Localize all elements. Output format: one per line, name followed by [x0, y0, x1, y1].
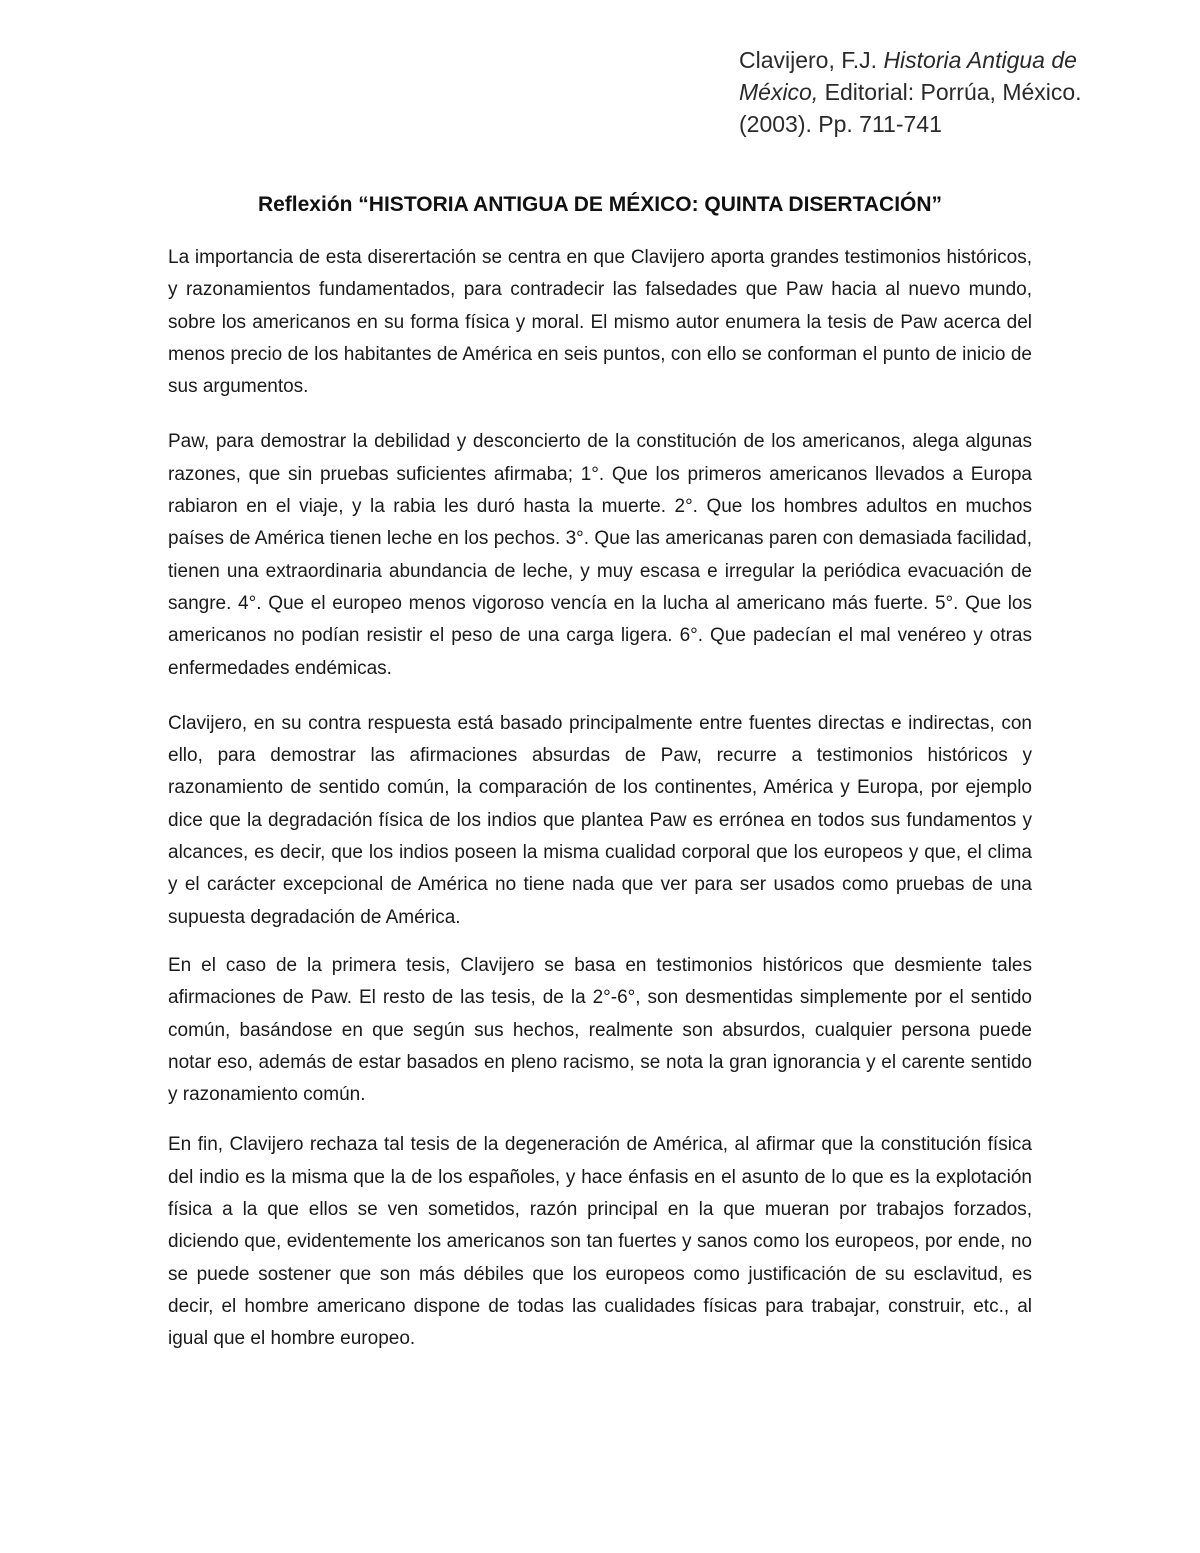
- citation-author: Clavijero, F.J.: [739, 47, 884, 73]
- paragraph-clavijero-response: Clavijero, en su contra respuesta está basado principalmente entre fuentes directas e indirectas, con ello, para demostrar las afirmaciones absurdas de Paw, recurre a testimonios históricos y razonamiento de sentido común, la comparación de los continentes, América y Europa, por ejemplo dice que la degradación física de los indios que plantea Paw es errónea en todos sus fundamentos y alcances, es decir, que los indios poseen la misma cualidad corporal que los europeos y que, el clima y el carácter excepcional de América no tiene nada que ver para ser usados como pruebas de una supuesta degradación de América.: [168, 712, 1032, 928]
- citation-publisher: Editorial: Porrúa, México. (2003). Pp. 711-741: [739, 79, 1082, 137]
- paragraph-introduction: La importancia de esta diserertación se centra en que Clavijero aporta grandes testimonios históricos, y razonamientos fundamentados, para contradecir las falsedades que Paw hacia al nuevo mundo, sobre los americanos en su forma física y moral. El mismo autor enumera la tesis de Paw acerca del menos precio de los habitantes de América en seis puntos, con ello se conforman el punto de inicio de sus argumentos.: [168, 247, 1032, 398]
- paragraph-first-thesis: En el caso de la primera tesis, Clavijero se basa en testimonios históricos que desmiente tales afirmaciones de Paw. El resto de las tesis, de la 2°-6°, son desmentidas simplemente por el sentido común, basándose en que según sus hechos, realmente son absurdos, cualquier persona puede notar eso, además de estar basados en pleno racismo, se nota la gran ignorancia y el carente sentido y razonamiento común.: [168, 954, 1032, 1106]
- bibliographic-citation: [739, 44, 1139, 140]
- paragraph-paw-arguments: Paw, para demostrar la debilidad y desconcierto de la constitución de los americanos, alega algunas razones, que sin pruebas suficientes afirmaba; 1°. Que los primeros americanos llevados a Europa rabiaron en el viaje, y la rabia les duró hasta la muerte. 2°. Que los hombres adultos en muchos países de América tienen leche en los pechos. 3°. Que las americanas paren con demasiada facilidad, tienen una extraordinaria abundancia de leche, y muy escasa e irregular la periódica evacuación de sangre. 4°. Que el europeo menos vigoroso vencía en la lucha al americano más fuerte. 5°. Que los americanos no podían resistir el peso de una carga ligera. 6°. Que padecían el mal venéreo y otras enfermedades endémicas.: [168, 431, 1032, 679]
- document-body: [168, 242, 1032, 1374]
- citation-book-title: Historia Antigua de México,: [739, 47, 1077, 105]
- document-title: Reflexión “HISTORIA ANTIGUA DE MÉXICO: QUINTA DISERTACIÓN”: [257, 193, 943, 216]
- paragraph-conclusion: En fin, Clavijero rechaza tal tesis de la degeneración de América, al afirmar que la constitución física del indio es la misma que la de los españoles, y hace énfasis en el asunto de lo que es la explotación física a la que ellos se ven sometidos, razón principal en la que mueran por trabajos forzados, diciendo que, evidentemente los americanos son tan fuertes y sanos como los europeos, por ende, no se puede sostener que son más débiles que los europeos como justificación de su esclavitud, es decir, el hombre americano dispone de todas las cualidades físicas para trabajar, construir, etc., al igual que el hombre europeo.: [168, 1134, 1032, 1350]
